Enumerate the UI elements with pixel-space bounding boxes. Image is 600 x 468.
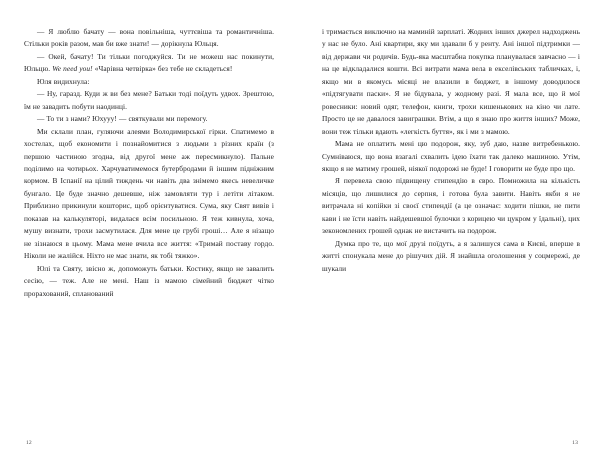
paragraph: і тримається виключно на маминій зарплаті. Жодних інших джерел надходжень у нас не було. Ані квартири, яку ми здавали б у ренту. Ані іншої підтримки — від держави чи родичів. Будь-яка масштабна покупка планувалася завчасно — і на це відкладалися кошти. Всі витрати мама вела в екселівських табличках, і, якщо ми в якомусь місяці не влазили в бюджет, в іншому доводилося «підтягувати паски». Я не бідувала, у жодному разі. Я мала все, що й мої ровесники: новий одяг, телефон, книги, трохи кишенькових на кіно чи лате. Просто це не давалося завиграшки. Втім, а що я знаю про життя інших? Може, вони теж тільки вдають «легкість буття», як і ми з мамою. bbox=[322, 27, 580, 136]
paragraph: — Я люблю бачату — вона повільніша, чуттєвіша та романтичніша. Стільки років разом, мав би вже знати! — дорікнула Юльця. bbox=[24, 27, 274, 49]
page-number-right: 13 bbox=[572, 440, 578, 446]
page-number-left: 12 bbox=[26, 440, 32, 446]
paragraph: Мама не оплатить мені цю подорож, яку, зуб даю, назве витребенькою. Сумніваюся, що вона взагалі схвалить ідею їхати так далеко машиною. Утім, якщо я не матиму грошей, ніякої подорожі не буде! І говорити не буде про що. bbox=[322, 139, 580, 173]
paragraph: Ми склали план, гуляючи алеями Володимирської гірки. Спатимемо в хостелах, щоб економити і познайомитися з людьми з різних країн (з першою частиною згодна, від другої мене аж пересмикнуло). Пальне поділимо на чотирьох. Харчуватимемося бутербродами й іншим підніжним кормом. В Іспанії на цілий тиждень чи навіть два знімемо якесь невеличке бунгало. Це буде значно дешевше, ніж замовляти тур і летіти літаком. Приблизно прикинули кошторис, щоб орієнтуватися. Сума, яку Свят вивів і показав на калькуляторі, видалася всім посильною. Я теж кивнула, хоча, мушу визнати, трохи засмутилася. Для мене це грубі гроші… Але я нізащо не зізнаюся в цьому. Мама мене вчила все життя: «Тримай поставу гордо. Ніколи не жалійся. Ніхто не має знати, як тобі тяжко». bbox=[24, 126, 274, 261]
paragraph: — Ну, гаразд. Куди ж ви без мене? Батьки тоді поїдуть удвох. Зрештою, їм не завадить побути наодинці. bbox=[24, 89, 274, 111]
left-page-text-column bbox=[24, 26, 274, 300]
right-page bbox=[300, 0, 600, 468]
paragraph: — То ти з нами? Юхууу! — святкували ми перемогу. bbox=[37, 114, 208, 124]
paragraph: Думка про те, що мої друзі поїдуть, а я залишуся сама в Києві, вперше в житті спонукала мене до рішучих дій. Я знайшла оголошення у соцмережі, де шукали bbox=[322, 238, 580, 273]
paragraph: Я перевела свою підвищену стипендію в євро. Помножила на кількість місяців, що лишилися до серпня, і готова була завити. Навіть якби я не витрачала ні копійки зі своєї стипендії (а це означає: ходити пішки, не пити кави і не їсти навіть найдешевшої булочки з корицею чи цукром у їдальні), цих зекономлених грошей однак не вистачить на подорож. bbox=[322, 176, 580, 236]
italic-phrase: We need you! bbox=[52, 64, 93, 74]
paragraph: — Окей, бачату! Ти тільки погоджуйся. Ти не можеш нас покинути, Юльцю. We need you! «Чарівна четвірка» без тебе не складеться! bbox=[24, 51, 274, 74]
paragraph: Юля видихнула: bbox=[37, 76, 90, 86]
right-page-text-column bbox=[322, 26, 580, 275]
paragraph: Юлі та Святу, звісно ж, допоможуть батьки. Костику, якщо не завалить сесію, — теж. Але не мені. Наш із мамою сімейний бюджет чітко прорахований, спланований bbox=[24, 263, 274, 298]
